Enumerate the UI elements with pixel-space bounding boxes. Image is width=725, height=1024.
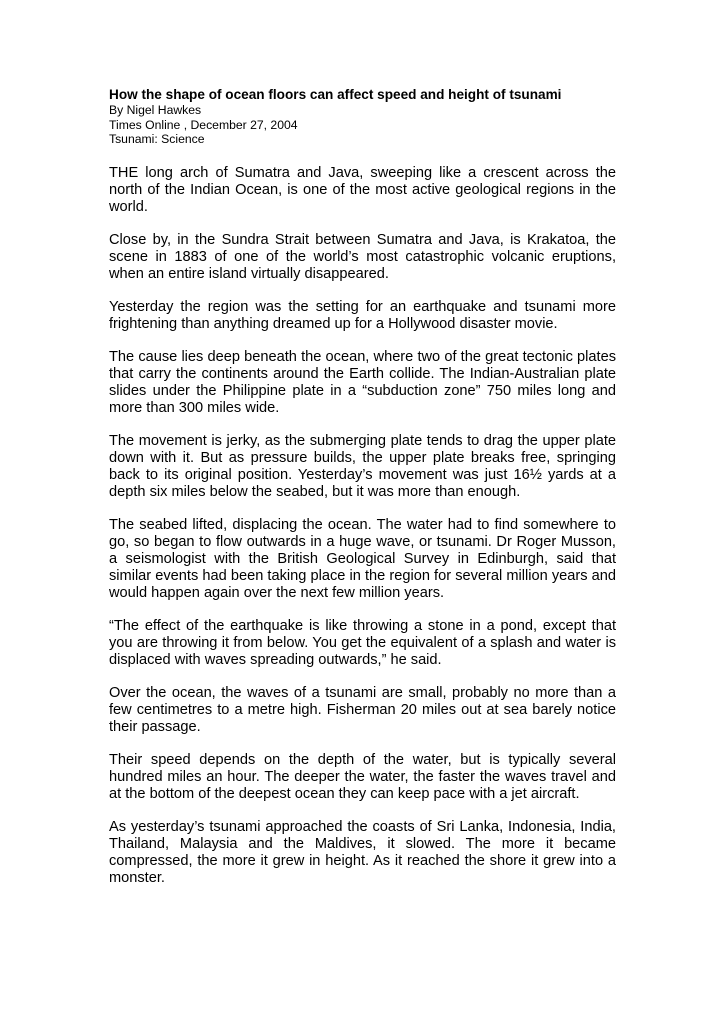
paragraph: Yesterday the region was the setting for an earthquake and tsunami more frightening than anything dreamed up for a Hollywood disaster movie.	[109, 298, 616, 332]
article-byline: By Nigel Hawkes	[109, 103, 202, 117]
article-source: Times Online , December 27, 2004	[109, 117, 298, 132]
paragraph: THE long arch of Sumatra and Java, sweeping like a crescent across the north of the Indian Ocean, is one of the most active geological regions in the world.	[109, 164, 616, 215]
paragraph: The movement is jerky, as the submerging plate tends to drag the upper plate down with it. But as pressure builds, the upper plate breaks free, springing back to its original position. Yesterday’s movement was just 16½ yards at a depth six miles below the seabed, but it was more than enough.	[109, 432, 616, 500]
article-header	[109, 86, 616, 147]
paragraph: The seabed lifted, displacing the ocean. The water had to find somewhere to go, so began to flow outwards in a huge wave, or tsunami. Dr Roger Musson, a seismologist with the British Geological Survey in Edinburgh, said that similar events had been taking place in the region for several million years and would happen again over the next few million years.	[109, 516, 616, 601]
paragraph: Their speed depends on the depth of the water, but is typically several hundred miles an hour. The deeper the water, the faster the waves travel and at the bottom of the deepest ocean they can keep pace with a jet aircraft.	[109, 751, 616, 802]
article-title: How the shape of ocean floors can affect speed and height of tsunami	[109, 87, 562, 102]
paragraph: Over the ocean, the waves of a tsunami are small, probably no more than a few centimetres to a metre high. Fisherman 20 miles out at sea barely notice their passage.	[109, 684, 616, 735]
paragraph: “The effect of the earthquake is like throwing a stone in a pond, except that you are throwing it from below. You get the equivalent of a splash and water is displaced with waves spreading outwards,” he said.	[109, 617, 616, 668]
document-page	[109, 86, 616, 903]
article-section: Tsunami: Science	[109, 132, 205, 146]
article-body	[109, 165, 616, 887]
paragraph: As yesterday’s tsunami approached the coasts of Sri Lanka, Indonesia, India, Thailand, Malaysia and the Maldives, it slowed. The more it became compressed, the more it grew in height. As it reached the shore it grew into a monster.	[109, 818, 616, 886]
paragraph: Close by, in the Sundra Strait between Sumatra and Java, is Krakatoa, the scene in 1883 of one of the world’s most catastrophic volcanic eruptions, when an entire island virtually disappeared.	[109, 231, 616, 282]
paragraph: The cause lies deep beneath the ocean, where two of the great tectonic plates that carry the continents around the Earth collide. The Indian-Australian plate slides under the Philippine plate in a “subduction zone” 750 miles long and more than 300 miles wide.	[109, 348, 616, 416]
